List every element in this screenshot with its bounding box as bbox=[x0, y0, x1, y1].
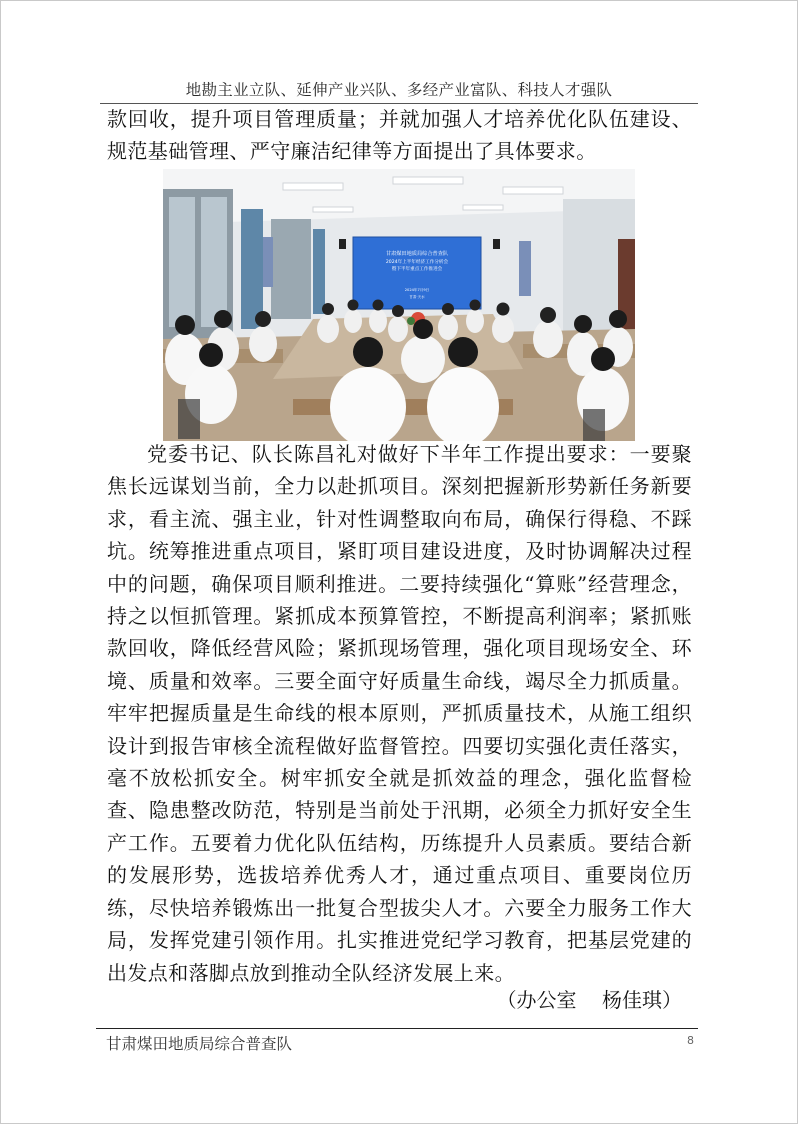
page-number: 8 bbox=[687, 1034, 694, 1047]
blue-curtain bbox=[313, 229, 325, 314]
byline: （办公室 杨佳琪） bbox=[496, 988, 682, 1012]
wall-poster bbox=[519, 241, 531, 296]
wall-poster bbox=[263, 237, 273, 287]
chair bbox=[583, 409, 605, 441]
speaker bbox=[339, 239, 346, 249]
screen-line-5: 甘肃·天水 bbox=[409, 295, 425, 299]
screen-line-3: 暨下半年重点工作推进会 bbox=[391, 267, 443, 272]
ceiling-light bbox=[393, 177, 463, 184]
window-pane bbox=[201, 197, 227, 327]
screen-line-4: 2024年7月9日 bbox=[404, 288, 430, 292]
ceiling-light bbox=[503, 187, 563, 194]
screen-line-2: 2024年上半年经济工作分析会 bbox=[385, 260, 449, 265]
main-paragraph: 党委书记、队长陈昌礼对做好下半年工作提出要求：一要聚焦长远谋划当前，全力以赴抓项目。深刻把握新形势新任务新要求，看主流、强主业，针对性调整取向布局，确保行得稳、不踩坑。统筹推进重点项目，紧盯项目建设进度，及时协调解决过程中的问题，确保项目顺利推进。二要持续强化“算账”经营理念，持之以恒抓管理。紧抓成本预算管控，不断提高利润率；紧抓账款回收，降低经营风险；紧抓现场管理，强化项目现场安全、环境、质量和效率。三要全面守好质量生命线，竭尽全力抓质量。牢牢把握质量是生命线的根本原则，严抓质量技术，从施工组织设计到报告审核全流程做好监督管控。四要切实强化责任落实，毫不放松抓安全。树牢抓安全就是抓效益的理念，强化监督检查、隐患整改防范，特别是当前处于汛期，必须全力抓好安全生产工作。五要着力优化队伍结构，历练提升人员素质。要结合新的发展形势，选拔培养优秀人才，通过重点项目、重要岗位历练，尽快培养锻炼出一批复合型拔尖人才。六要全力服务工作大局，发挥党建引领作用。扎实推进党纪学习教育，把基层党建的出发点和落脚点放到推动全队经济发展上来。 bbox=[107, 442, 692, 985]
ceiling-light bbox=[313, 207, 353, 212]
flowers-leaf bbox=[407, 317, 415, 325]
meeting-photo bbox=[163, 169, 635, 441]
left-window-far bbox=[271, 219, 311, 319]
footer-organization: 甘肃煤田地质局综合普查队 bbox=[106, 1035, 293, 1053]
ceiling-light bbox=[463, 205, 503, 210]
meeting-photo-illustration bbox=[163, 169, 635, 441]
window-pane bbox=[169, 197, 195, 327]
running-header: 地勘主业立队、延伸产业兴队、多经产业富队、科技人才强队 bbox=[185, 81, 613, 99]
ceiling-light bbox=[283, 183, 343, 190]
blue-curtain bbox=[241, 209, 263, 329]
speaker bbox=[493, 239, 500, 249]
footer-rule bbox=[96, 1028, 698, 1029]
screen-line-1: 甘肃煤田地质局综合普查队 bbox=[385, 251, 449, 257]
continuation-paragraph: 款回收，提升项目管理质量；并就加强人才培养优化队伍建设、规范基础管理、严守廉洁纪律等方面提出了具体要求。 bbox=[107, 107, 692, 164]
chair bbox=[178, 399, 200, 439]
